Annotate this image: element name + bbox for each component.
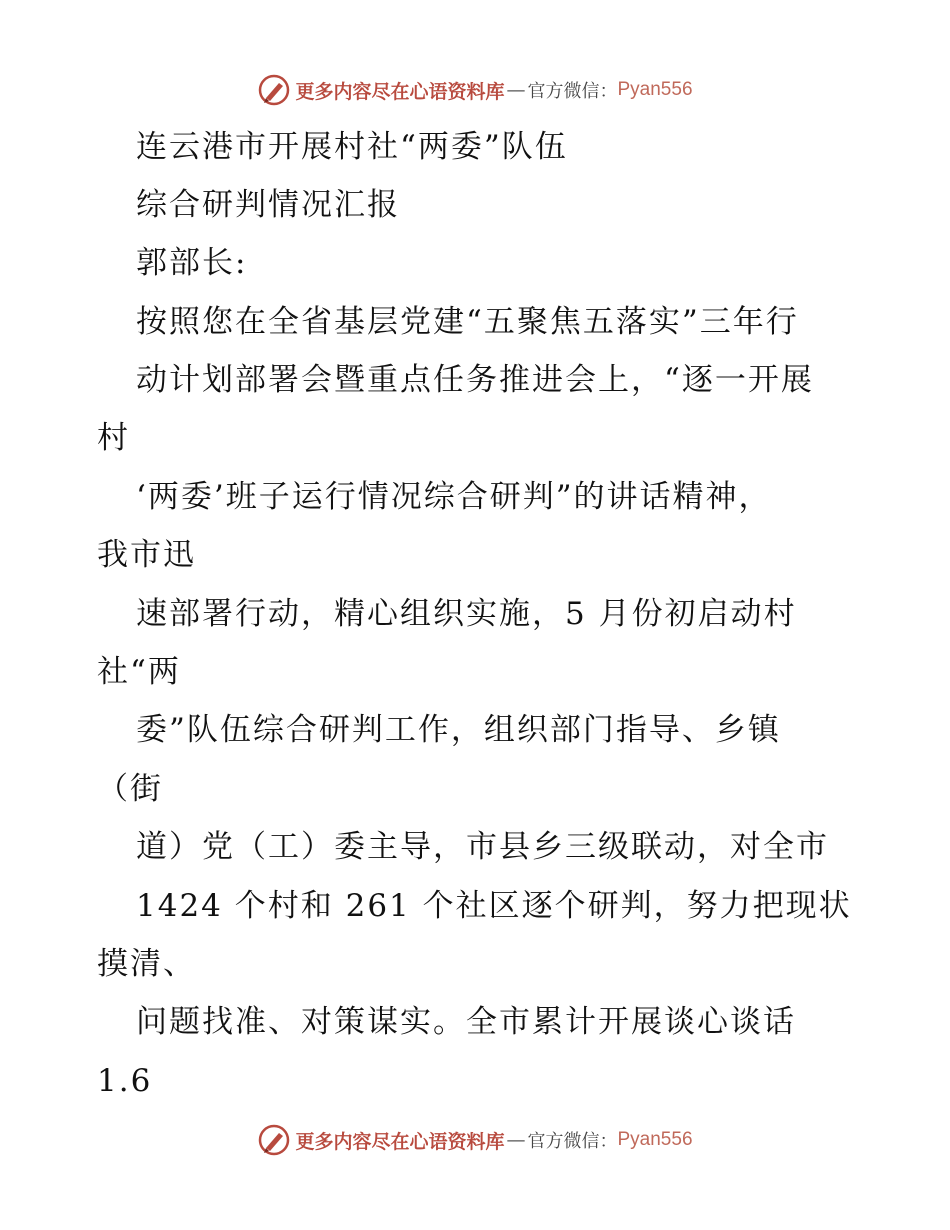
watermark-label: 官方微信： (527, 1131, 618, 1152)
doc-salutation: 郭部长: (136, 245, 248, 281)
doc-text-line: 道）党（工）委主导，市县乡三级联动，对全市 (136, 829, 829, 865)
doc-text-line: （街 (97, 771, 163, 807)
doc-text-line: 社“两 (97, 654, 181, 690)
doc-text-line: 动计划部署会暨重点任务推进会上，“逐一开展 (136, 362, 814, 398)
pen-logo-icon (257, 1123, 291, 1157)
doc-text-line: 村 (97, 420, 130, 456)
doc-text-line: 摸清、 (97, 946, 196, 982)
doc-title-line-2: 综合研判情况汇报 (136, 187, 400, 223)
watermark-wechat-id: Pyan556 (617, 1129, 693, 1150)
doc-text-line: 按照您在全省基层党建“五聚焦五落实”三年行 (136, 304, 799, 340)
watermark-separator: — (506, 1129, 526, 1151)
doc-text-line: 速部署行动，精心组织实施，5 月份初启动村 (136, 596, 797, 632)
pen-logo-icon (257, 73, 291, 107)
doc-text-line: 问题找准、对策谋实。全市累计开展谈心谈话 (136, 1004, 796, 1040)
doc-text-line: 我市迅 (97, 537, 196, 573)
footer-watermark (0, 1120, 950, 1160)
doc-text-line: ‘两委’班子运行情况综合研判”的讲话精神， (136, 479, 772, 515)
watermark-site-text: 更多内容尽在心语资料库 (295, 80, 505, 103)
watermark-wechat-id: Pyan556 (617, 79, 693, 100)
watermark-separator: — (506, 79, 526, 101)
doc-text-line: 1424 个村和 261 个社区逐个研判，努力把现状 (136, 888, 852, 924)
watermark-label: 官方微信： (527, 81, 618, 102)
doc-text-line: 1.6 (97, 1063, 153, 1099)
header-watermark (0, 70, 950, 110)
doc-title-line-1: 连云港市开展村社“两委”队伍 (136, 129, 568, 165)
doc-text-line: 委”队伍综合研判工作，组织部门指导、乡镇 (136, 712, 781, 748)
watermark-site-text: 更多内容尽在心语资料库 (295, 1130, 505, 1153)
